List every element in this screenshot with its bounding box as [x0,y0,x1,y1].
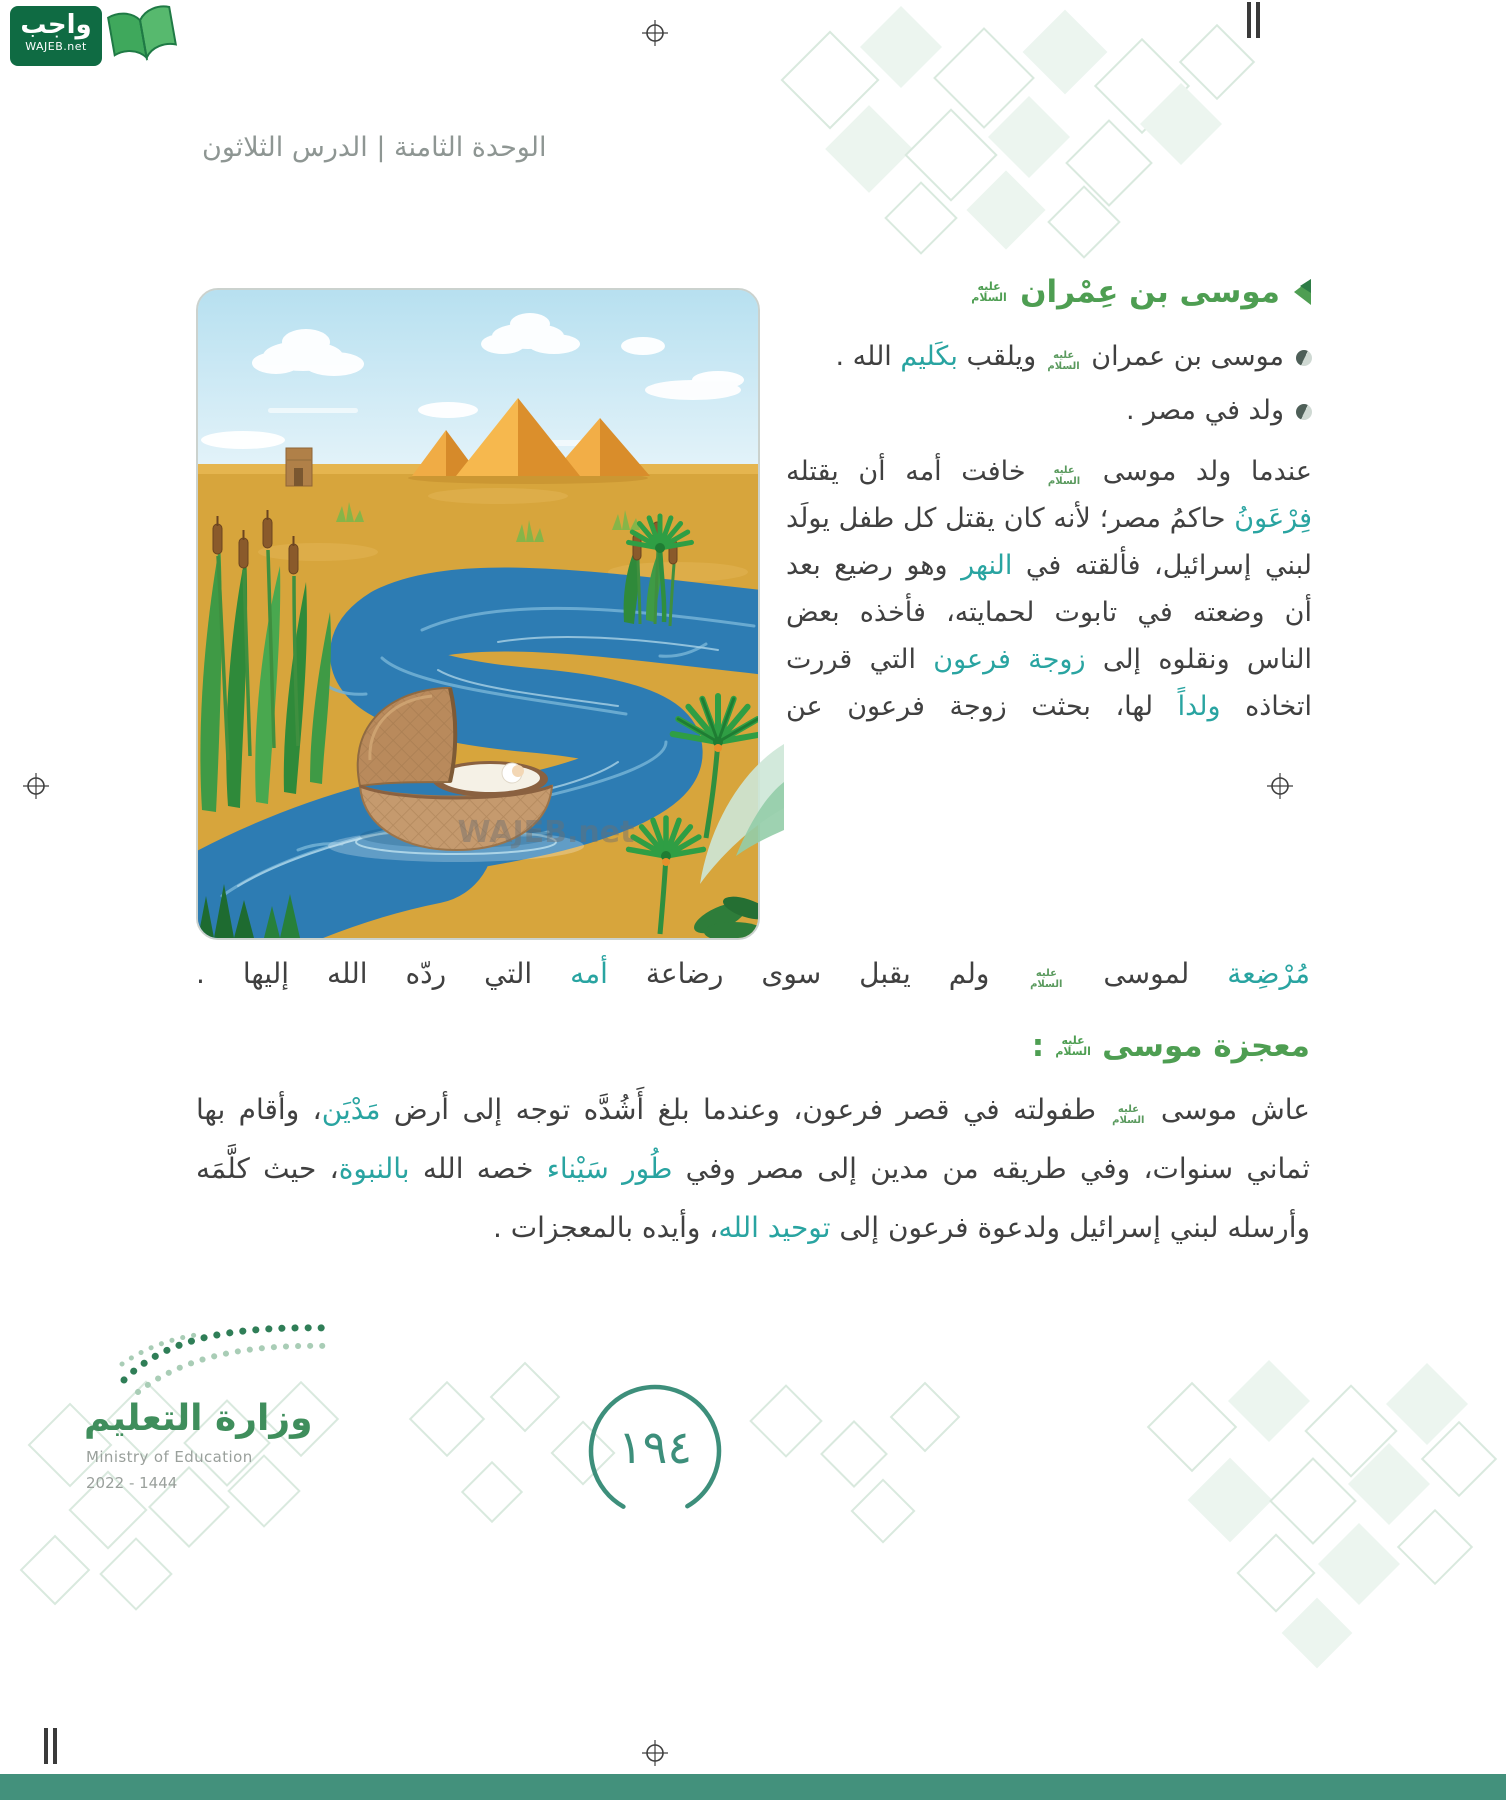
registration-bar [1256,2,1260,38]
registration-bar [44,1728,48,1764]
ministry-logo [80,1318,360,1518]
bullet-text: ولد في مصر . [1126,395,1284,426]
section-marker-icon [1290,278,1312,306]
nile-scene [198,290,758,938]
decor-diamond [966,170,1045,249]
decor-diamond [1228,1360,1310,1442]
decor-diamond [850,1478,915,1543]
page-curl-decoration [692,738,788,888]
decor-diamond [1023,10,1108,95]
bullet-icon [1296,350,1312,366]
musa-paragraph-continuation: مُرْضِعة لموسى عليه السلام ولم يقبل سوى رضاعة أمه التي ردّه الله إليها . [196,957,1310,990]
registration-crosshair [642,1740,668,1766]
registration-crosshair [642,20,668,46]
bullet-icon [1296,404,1312,420]
decor-diamond [1282,1598,1353,1669]
ministry-swoosh-icon [116,1318,336,1396]
ministry-name-arabic: وزارة التعليم [84,1398,313,1439]
lesson-illustration [196,288,760,940]
decor-diamond [1318,1523,1400,1605]
decor-diamond [1397,1509,1473,1585]
footer-bar [0,1774,1506,1800]
section-title-colon: : [1031,1028,1045,1064]
wajeb-logo-arabic: واجب [20,10,92,40]
decor-diamond [461,1461,523,1523]
decor-diamond [820,1420,888,1488]
decor-diamond [1147,1382,1238,1473]
section-title-musa [786,274,1312,310]
page-number: ١٩٤ [617,1420,693,1474]
sand-structure [286,448,312,486]
decor-diamond [749,1384,823,1458]
bullet-item [786,332,1312,382]
miracle-paragraph: عاش موسى عليه السلام طفولته في قصر فرعون، وعندما بلغ أَشُدَّه توجه إلى أرض مَدْيَن، وأقام بها ثماني سنوات، وفي طريقه من مدين إلى مصر وفي طُور سَيْناء خصه الله بالنبوة، حيث كلَّمَه وأرسله لبني إسرائيل ولدعوة فرعون إلى توحيد الله، وأيده بالمعجزات . [196,1093,1310,1244]
watermark-text: WAJEB.net [457,815,635,850]
decor-diamond [490,1362,561,1433]
decor-diamond [1179,24,1255,100]
breadcrumb: الوحدة الثامنة | الدرس الثلاثون [202,132,547,163]
ministry-name-english: Ministry of Education [86,1448,253,1466]
section-title-text: معجزة موسى [1102,1028,1310,1064]
decor-diamond [1236,1533,1315,1612]
decor-diamond [99,1537,173,1611]
wajeb-logo-box [10,6,102,66]
pbuh-symbol: عليه السلام [971,280,1007,304]
wajeb-logo [10,6,178,68]
bullet-item [786,386,1312,436]
registration-crosshair [23,773,49,799]
section-title-text: موسى بن عِمْران [1020,274,1280,310]
musa-paragraph: عندما ولد موسى عليه السلام خافت أمه أن يقتله فِرْعَونُ حاكمُ مصر؛ لأنه كان يقتل كل طفل يولَد لبني إسرائيل، فألقته في النهر وهو رضيع بعد أن وضعته في تابوت لحمايته، فأخذه بعض الناس ونقلوه إلى زوجة فرعون التي قررت اتخاذه ولداً لها، بحثت زوجة فرعون عن [786,456,1313,722]
registration-bar [1247,2,1251,38]
decor-diamond [20,1535,91,1606]
decor-diamond [1188,1458,1273,1543]
intro-column [786,274,1312,730]
section-title-miracle [196,1028,1310,1064]
decor-diamond [409,1381,485,1457]
wajeb-logo-site: WAJEB.net [25,40,87,53]
registration-crosshair [1267,773,1293,799]
pbuh-symbol: عليه السلام [1055,1034,1091,1058]
open-book-icon [103,0,183,73]
ministry-years: 2022 - 1444 [86,1474,178,1492]
decor-diamond [890,1382,961,1453]
bullet-text: موسى بن عمران عليه السلام ويلقب بكَليم الله . [835,341,1284,372]
registration-bar [53,1728,57,1764]
